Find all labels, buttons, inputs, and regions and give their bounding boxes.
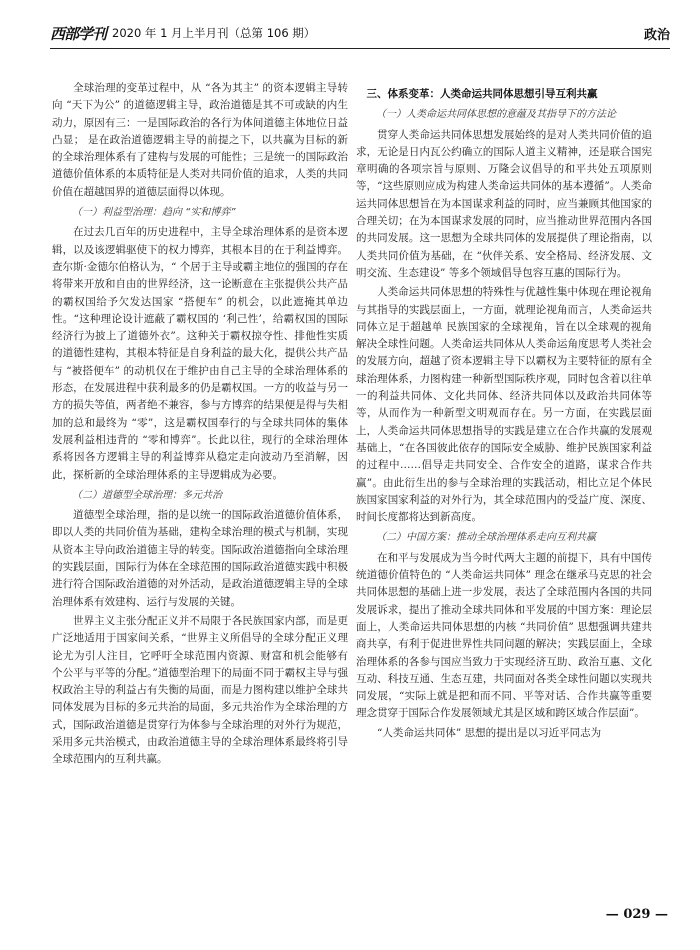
page-number: — 029 — (605, 907, 668, 922)
journal-logo: 西部学刊 (50, 25, 107, 43)
left-column (52, 80, 348, 771)
paragraph: 人类命运共同体思想的特殊性与优越性集中体现在理论视角与其指导的实践层面上，一方面，就理论视角而言，人类命运共同体立足于超越单 民族国家的全球视角，旨在以全球观的视角解决全球性问题。人类命运共同体从人类命运角度思考人类社会的发展方向，超越了资本逻辑主导下以霸权为主要特征的原有全球治理体系，力图构建一种新型国际秩序观，同时包含着以往单一的利益共同体、文化共同体、经济共同体以及政治共同体等等，从而作为一种新型文明观而存在。另一方面，在实践层面上，人类命运共同体思想指导的实践是建立在合作共赢的发展观基础上，“在各国彼此依存的国际安全威胁、维护民族国家利益的过程中……倡导走共同安全、合作安全的道路，谋求合作共赢”。由此衍生出的参与全球治理的实践活动，相比立足个体民族国家国家利益的对外行为，其全球范围内的受益广度、深度、时间长度都将达到新高度。 (356, 286, 652, 524)
subheading: （二）中国方案：推动全球治理体系走向互利共赢 (376, 532, 596, 544)
page-header (50, 22, 670, 49)
section-label: 政治 (643, 28, 670, 43)
right-column (356, 86, 652, 744)
section-heading: 三、体系变革：人类命运共同体思想引导互利共赢 (366, 88, 598, 100)
paragraph: 在过去几百年的历史进程中，主导全球治理体系的是资本逻辑，以及该逻辑驱使下的权力博弈，其根本目的在于利益博弈。查尔斯·金德尔伯格认为，“ 个居于主导或霸主地位的强国的存在将带来开放和自由的世界经济，这一论断意在主张提供公共产品的霸权国给予欠发达国家 “搭便车” 的机会，以此遮掩其单边性。“这种理论设计遮蔽了霸权国的 ‘利己性’，给霸权国的国际经济行为披上了道德外衣”。这种关于霸权掠夺性、排他性实质的道德性建构，其根本特征是自身利益的最大化，提供公共产品与 “被搭便车” 的动机仅在于维护由自己主导的全球治理体系的形态，在发展进程中获利最多的仍是霸权国。一方的收益与另一方的损失等值，两者绝不兼容，参与方博弈的结果便是得与失相加的总和最终为 “零”，这是霸权国奉行的与全球共同体的集体发展利益相违背的 “零和博弈”。长此以往，现行的全球治理体系将因各方逻辑主导的利益博弈从稳定走向波动乃至消解，因此，探析新的全球治理体系的主导逻辑成为必要。 (52, 226, 348, 481)
paragraph: 贯穿人类命运共同体思想发展始终的是对人类共同价值的追求，无论是日内瓦公约确立的国际人道主义精神，还是联合国宪章明确的各项宗旨与原则、万隆会议倡导的和平共处五项原则等，“这些原则应成为构建人类命运共同体的基本遵循”。人类命运共同体思想旨在为本国谋求利益的同时，应当兼顾其他国家的合理关切；在为本国谋求发展的同时，应当推动世界范围内各国的共同发展。这一思想为全球共同体的发展提供了理论指南，以人类共同价值为基础，在 “伙伴关系、安全格局、经济发展、文明交流、生态建设” 等多个领域倡导包容互惠的国际行为。 (356, 128, 652, 279)
subheading: （二）道德型全球治理：多元共治 (72, 489, 222, 501)
paragraph: 全球治理的变革过程中，从 “各为其主” 的资本逻辑主导转向 “天下为公” 的道德逻辑主导，政治道德是其不可或缺的内生动力，原因有三：一是国际政治的各行为体间道德主体地位日益凸显； 是在政治道德逻辑主导的前提之下，以共赢为目标的新的全球治理体系有了建构与发展的可能性；三是统一的国际政治道德价值体系的本质特征是人类对共同价值的追求，人类的共同价值在超越国界的道德层面得以体现。 (52, 82, 348, 198)
paragraph: “人类命运共同体” 思想的提出是以习近平同志为 (377, 726, 602, 739)
subheading: （一）利益型治理：趋向 “实和博弈” (72, 207, 236, 219)
paragraph: 世界主义主张分配正义并不局限于各民族国家内部，而是更广泛地适用于国家间关系，“世界主义所倡导的全球分配正义理论尤为引人注目，它呼吁全球范围内资源、财富和机会能够有 个公平与平等的分配。”道德型治理下的局面不同于霸权主导与强权政治主导的利益占有失衡的局面，而是力图构建以维护全球共同体发展为目标的多元共治的局面，多元共治作为全球治理的方式，国际政治道德是贯穿行为体参与全球治理的对外行为规范，采用多元共治模式，由政治道德主导的全球治理体系最终将引导全球范围内的互利共赢。 (52, 614, 348, 766)
issue-info: 2020 年 1 月上半月刊（总第 106 期） (112, 26, 316, 40)
paragraph: 道德型全球治理，指的是以统一的国际政治道德价值体系，即以人类的共同价值为基础，建构全球治理的模式与机制，实现从资本主导向政治道德主导的转变。国际政治道德指向全球治理的实践层面，国际行为体在全球范围的国际政治道德实践中积极进行符合国际政治道德的对外活动，是政治道德逻辑主导的全球治理体系有效建构、运行与发展的关键。 (52, 509, 348, 608)
subheading: （一）人类命运共同体思想的意蕴及其指导下的方法论 (376, 109, 616, 121)
paragraph: 在和平与发展成为当今时代两大主题的前提下，具有中国传统道德价值特色的 “人类命运共同体” 理念在继承马克思的社会共同体思想的基础上进一步发展，表达了全球范围内各国的共同发展诉求，提出了推动全球共同体和平发展的中国方案：理论层面上，人类命运共同体思想的内核 “共同价值” 思想强调共建共商共享，有利于促进世界性共同问题的解决；实践层面上，全球治理体系的各参与国应当致力于实现经济互助、政治互惠、文化互动、科技互通、生态互建，共同面对各类全球性问题以实现共同发展，“实际上就是把和而不同、平等对话、合作共赢等重要理念贯穿于国际合作发展领域尤其是区域和跨区域合作层面”。 (356, 551, 652, 720)
